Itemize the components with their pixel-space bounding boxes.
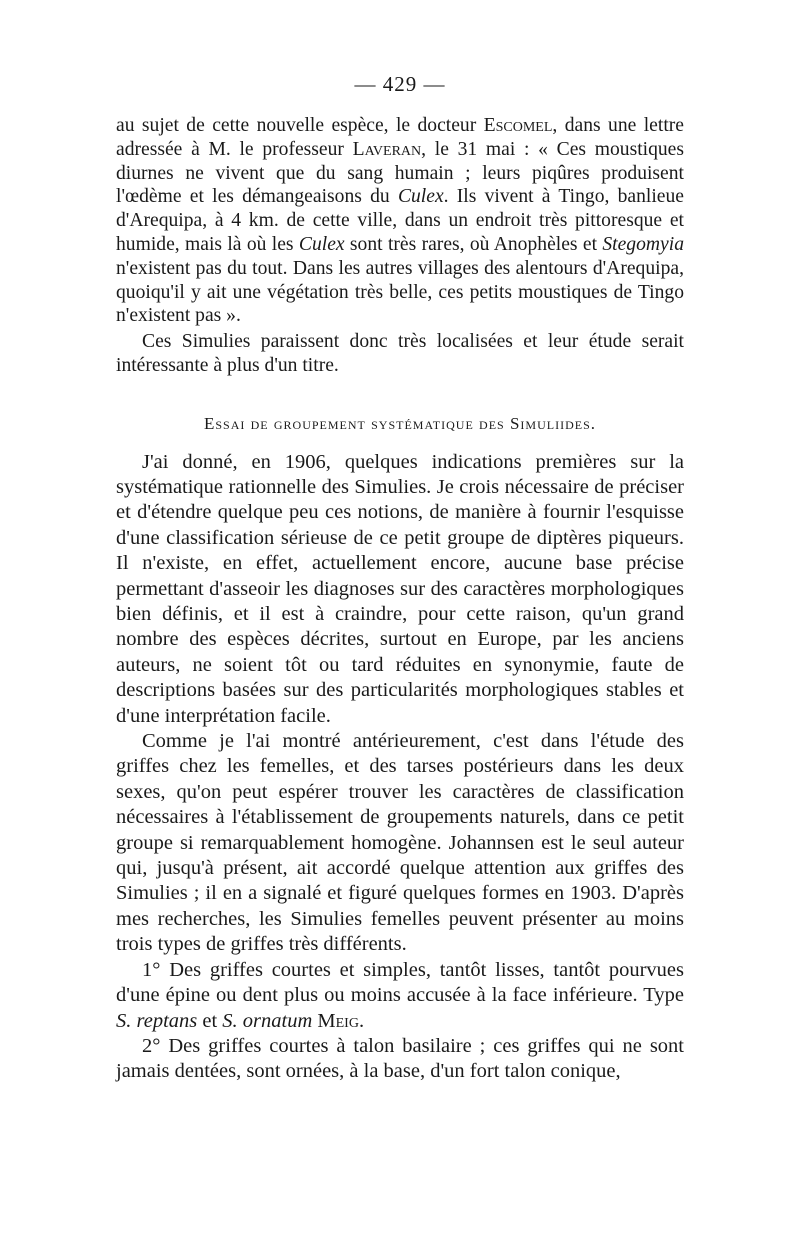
author-name: Laveran [352, 138, 422, 160]
paragraph-type-1: 1° Des griffes courtes et simples, tantôt lisses, tantôt pourvues d'une épine ou dent plus ou moins accusée à la face inférieure. Type S. reptans et S. ornatum Meig. [116, 958, 684, 1032]
genus-name: Culex [397, 186, 444, 208]
text-body [116, 114, 684, 1085]
page-number: — 429 — [354, 72, 446, 96]
paragraph-type-2: 2° Des griffes courtes à talon basilaire ; ces griffes qui ne sont jamais dentées, sont ornées, à la base, d'un fort talon conique, [116, 1034, 684, 1083]
section-body [116, 450, 684, 1085]
paragraph-griffes: Comme je l'ai montré antérieurement, c'est dans l'étude des griffes chez les femelles, et des tarses postérieurs dans les deux sexes, qu'on peut espérer trouver les caractères de classification nécessaires à l'établissement de groupements naturels, dans ce petit groupe si remarquablement homogène. Johannsen est le seul auteur qui, jusqu'à présent, ait accordé quelque attention aux griffes des Simulies ; il en a signalé et figuré quelques formes en 1903. D'après mes recherches, les Simulies femelles peuvent présenter au moins trois types de griffes très différents. [116, 730, 684, 956]
genus-name: Culex [298, 233, 345, 255]
genus-name: Stegomyia [602, 233, 684, 255]
paragraph-systematique: J'ai donné, en 1906, quelques indications premières sur la systématique rationnelle des Simulies. Je crois nécessaire de préciser et d'étendre quelque peu ces notions, de manière à fournir l'esquisse d'une classification sérieuse de ce petit groupe de diptères piqueurs. Il n'existe, en effet, actuellement encore, aucune base précise permettant d'asseoir les diagnoses sur des caractères morphologiques bien définis, et il est à craindre, pour cette raison, qu'un grand nombre des espèces décrites, surtout en Europe, par les anciens auteurs, ne soient tôt ou tard réduites en synonymie, faute de descriptions basées sur des particularités morphologiques stables et d'une interprétation facile. [116, 450, 684, 727]
species-name: S. reptans [116, 1009, 198, 1032]
author-name: Meig [312, 1009, 359, 1032]
author-name: Escomel [483, 115, 553, 136]
section-heading: Essai de groupement systématique des Simuliides. [203, 413, 596, 433]
paragraph-localisation: Ces Simulies paraissent donc très localisées et leur étude serait intéressante à plus d'un titre. [116, 331, 684, 376]
species-name: S. ornatum [222, 1009, 313, 1032]
paragraph-escomel-letter: au sujet de cette nouvelle espèce, le docteur Escomel, dans une lettre adressée à M. le professeur Laveran, le 31 mai : « Ces moustiques diurnes ne vivent que du sang humain ; leurs piqûres produisent l'œdème et les démangeaisons du Culex. Ils vivent à Tingo, banlieue d'Arequipa, à 4 km. de cette ville, dans un endroit très pittoresque et humide, mais là où les Culex sont très rares, où Anophèles et Stegomyia n'existent pas du tout. Dans les autres villages des alentours d'Arequipa, quoiqu'il y ait une végétation très belle, ces petits moustiques de Tingo n'existent pas ». [116, 115, 684, 327]
